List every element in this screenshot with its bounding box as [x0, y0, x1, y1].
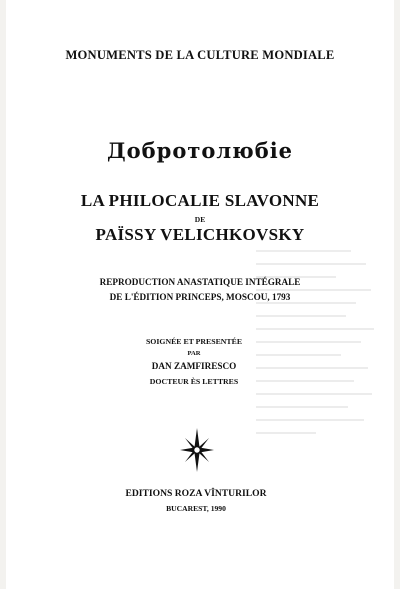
editor-degree: DOCTEUR ÈS LETTRES: [149, 377, 239, 386]
compass-rose-icon: [180, 428, 214, 472]
editor-credit: SOIGNÉE ET PRESENTÉE: [145, 337, 243, 346]
author-name: PAÏSSY VELICHKOVSKY: [95, 225, 305, 244]
publisher-name: EDITIONS ROZA VÎNTURILOR: [125, 488, 267, 499]
title-connector: DE: [194, 215, 206, 224]
reproduction-note-line2: DE L'ÉDITION PRINCEPS, MOSCOU, 1793: [109, 292, 291, 302]
main-title: LA PHILOCALIE SLAVONNE: [80, 191, 320, 210]
series-title: MONUMENTS DE LA CULTURE MONDIALE: [65, 48, 335, 62]
editor-name: DAN ZAMFIRESCO: [151, 361, 237, 371]
publication-place-year: BUCAREST, 1990: [166, 504, 226, 513]
slavonic-title: Добротолюбіе: [106, 138, 294, 163]
editor-par: PAR: [187, 350, 201, 357]
reproduction-note-line1: REPRODUCTION ANASTATIQUE INTÉGRALE: [99, 277, 301, 287]
title-page: [6, 0, 394, 589]
